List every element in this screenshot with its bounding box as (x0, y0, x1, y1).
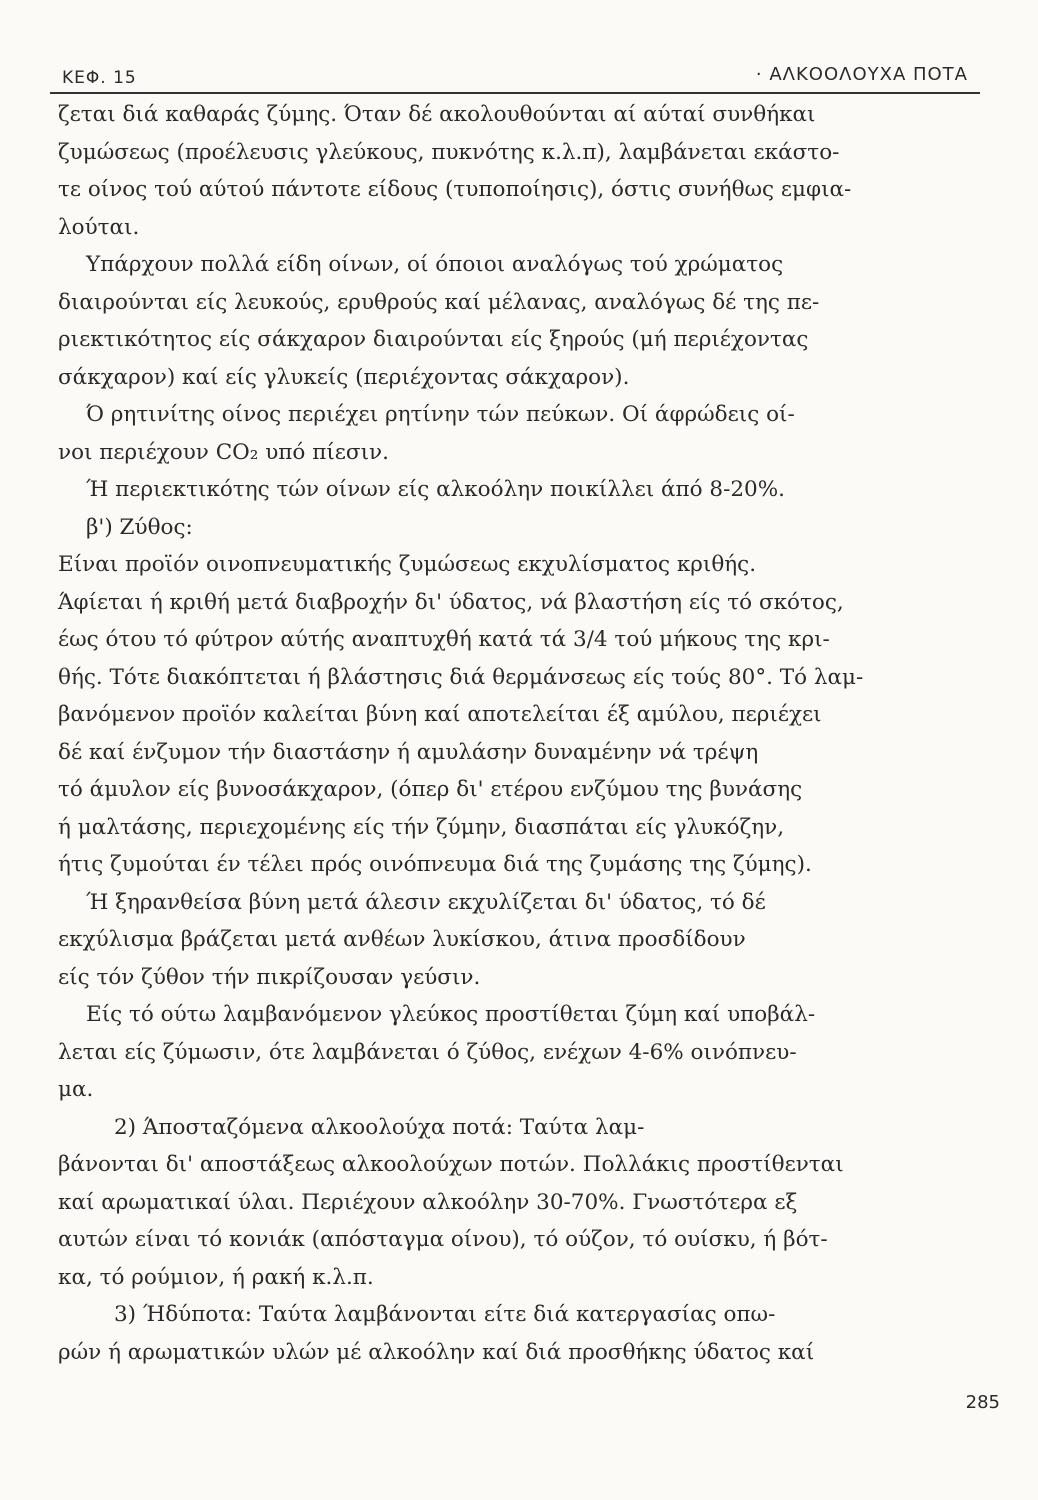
subsection-heading: 3) Ήδύποτα: Ταύτα λαμβάνονται είτε διά κατεργασίας οπω- (114, 1302, 776, 1327)
text-line: τε οίνος τού αύτού πάντοτε είδους (τυποποίησις), όστις συνήθως εμφια- (58, 177, 852, 202)
text-line: μα. (58, 1077, 94, 1102)
text-line: ριεκτικότητος είς σάκχαρον διαιρούνται είς ξηρούς (μή περιέχοντας (58, 327, 809, 352)
text-line: Ή ξηρανθείσα βύνη μετά άλεσιν εκχυλίζεται δι' ύδατος, τό δέ (86, 889, 766, 915)
text-line: εκχύλισμα βράζεται μετά ανθέων λυκίσκου, άτινα προσδίδουν (58, 927, 746, 952)
text-line: δέ καί ένζυμον τήν διαστάσην ή αμυλάσην δυναμένην νά τρέψη (58, 739, 759, 765)
text-line: αυτών είναι τό κονιάκ (απόσταγμα οίνου), τό ούζον, τό ουίσκυ, ή βότ- (58, 1227, 828, 1252)
text-line: κα, τό ρούμιον, ή ρακή κ.λ.π. (58, 1264, 374, 1290)
page-header (50, 62, 980, 94)
text-line: ρών ή αρωματικών υλών μέ αλκοόλην καί διά προσθήκης ύδατος καί (58, 1339, 815, 1365)
text-line: Είς τό ούτω λαμβανόμενον γλεύκος προστίθεται ζύμη καί υποβάλ- (86, 1002, 816, 1027)
section-title: · ΑΛΚΟΟΛΟΥΧΑ ΠΟΤΑ (755, 64, 968, 85)
text-line: Είναι προϊόν οινοπνευματικής ζυμώσεως εκχυλίσματος κριθής. (58, 552, 757, 577)
text-line: ζεται διά καθαράς ζύμης. Όταν δέ ακολουθούνται αί αύταί συνθήκαι (58, 102, 816, 127)
text-line: Άφίεται ή κριθή μετά διαβροχήν δι' ύδατος, νά βλαστήση είς τό σκότος, (58, 589, 844, 615)
page-number: 285 (965, 1392, 1000, 1413)
chapter-label: ΚΕΦ. 15 (62, 68, 137, 88)
body-text (58, 96, 998, 1371)
text-line: τό άμυλον είς βυνοσάκχαρον, (όπερ δι' ετέρου ενζύμου της βυνάσης (58, 777, 803, 802)
text-line: σάκχαρον) καί είς γλυκείς (περιέχοντας σάκχαρον). (58, 364, 630, 390)
text-line: Ή περιεκτικότης τών οίνων είς αλκοόλην ποικίλλει άπό 8-20%. (86, 477, 786, 502)
text-line: λεται είς ζύμωσιν, ότε λαμβάνεται ό ζύθος, ενέχων 4-6% οινόπνευ- (58, 1039, 797, 1065)
text-line: βανόμενον προϊόν καλείται βύνη καί αποτελείται έξ αμύλου, περιέχει (58, 702, 822, 727)
subsection-heading: 2) Άποσταζόμενα αλκοολούχα ποτά: Ταύτα λαμ- (114, 1114, 645, 1140)
text-line: Υπάρχουν πολλά είδη οίνων, οί όποιοι αναλόγως τού χρώματος (86, 252, 784, 277)
text-line: ή μαλτάσης, περιεχομένης είς τήν ζύμην, διασπάται είς γλυκόζην, (58, 814, 785, 840)
text-line: ήτις ζυμούται έν τέλει πρός οινόπνευμα διά της ζυμάσης της ζύμης). (58, 852, 812, 877)
text-line: έως ότου τό φύτρον αύτής αναπτυχθή κατά τά 3/4 τού μήκους της κρι- (58, 627, 830, 652)
text-line: διαιρούνται είς λευκούς, ερυθρούς καί μέλανας, αναλόγως δέ της πε- (58, 289, 820, 315)
text-line: θής. Τότε διακόπτεται ή βλάστησις διά θερμάνσεως είς τούς 80°. Τό λαμ- (58, 664, 864, 690)
text-line: καί αρωματικαί ύλαι. Περιέχουν αλκοόλην 30-70%. Γνωστότερα εξ (58, 1189, 798, 1215)
text-line: λούται. (58, 214, 140, 240)
text-line: βάνονται δι' αποστάξεως αλκοολούχων ποτών. Πολλάκις προστίθενται (58, 1152, 844, 1177)
text-line: Ό ρητινίτης οίνος περιέχει ρητίνην τών πεύκων. Οί άφρώδεις οί- (86, 402, 795, 427)
subsection-heading: β') Ζύθος: (86, 514, 193, 540)
text-line: είς τόν ζύθον τήν πικρίζουσαν γεύσιν. (58, 964, 481, 990)
text-line: νοι περιέχουν CO₂ υπό πίεσιν. (58, 439, 389, 465)
text-line: ζυμώσεως (προέλευσις γλεύκους, πυκνότης κ.λ.π), λαμβάνεται εκάστο- (58, 139, 840, 165)
